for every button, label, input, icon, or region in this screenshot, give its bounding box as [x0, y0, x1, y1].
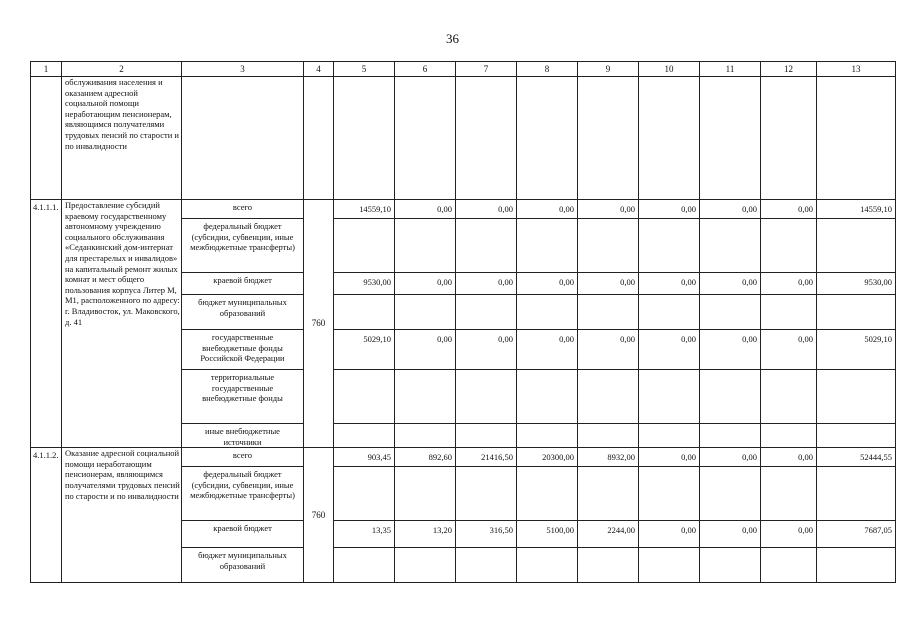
value-cell — [761, 219, 817, 273]
value-cell — [456, 424, 517, 448]
value-cell: 903,45 — [334, 448, 395, 467]
value-cell — [639, 424, 700, 448]
value-cell — [817, 77, 896, 200]
value-cell: 13,35 — [334, 521, 395, 548]
measure-name: Предоставление субсидий краевому государственному автономному учреждению социального обслуживания «Седанкинский дом-интернат для престарелых и инвалидов» на капитальный ремонт жилых комнат и мест общего пользования корпуса Литер М, М1, расположенного по адресу: г. Владивосток, ул. Маковского, д. 41 — [62, 200, 182, 448]
value-cell: 14559,10 — [334, 200, 395, 219]
value-cell — [761, 77, 817, 200]
value-cell: 0,00 — [639, 273, 700, 295]
funding-source: бюджет муниципальных образований — [182, 548, 304, 583]
value-cell — [817, 467, 896, 521]
value-cell — [700, 548, 761, 583]
value-cell — [578, 295, 639, 330]
kbs-code: 760 — [304, 200, 334, 448]
column-header: 13 — [817, 62, 896, 77]
measure-name-cell: обслуживания населения и оказанием адресной социальной помощи неработающим пенсионерам, являющимся получателями трудовых пенсий по старости и по инвалидности — [62, 77, 182, 200]
value-cell: 0,00 — [578, 273, 639, 295]
column-header: 2 — [62, 62, 182, 77]
value-cell — [517, 295, 578, 330]
value-cell — [639, 548, 700, 583]
value-cell — [456, 219, 517, 273]
value-cell: 5029,10 — [334, 330, 395, 370]
value-cell — [817, 424, 896, 448]
value-cell — [578, 77, 639, 200]
value-cell — [395, 295, 456, 330]
column-header: 11 — [700, 62, 761, 77]
value-cell: 0,00 — [456, 330, 517, 370]
column-header: 6 — [395, 62, 456, 77]
funding-source: иные внебюджетные источники — [182, 424, 304, 448]
column-header: 4 — [304, 62, 334, 77]
budget-table — [30, 61, 896, 583]
header-row — [31, 62, 896, 77]
value-cell — [578, 424, 639, 448]
value-cell — [817, 219, 896, 273]
value-cell — [334, 467, 395, 521]
value-cell — [761, 467, 817, 521]
value-cell: 14559,10 — [817, 200, 896, 219]
value-cell: 0,00 — [700, 521, 761, 548]
column-header: 1 — [31, 62, 62, 77]
value-cell: 21416,50 — [456, 448, 517, 467]
value-cell: 7687,05 — [817, 521, 896, 548]
value-cell — [639, 467, 700, 521]
column-header: 8 — [517, 62, 578, 77]
page-number: 36 — [446, 31, 459, 46]
value-cell — [517, 424, 578, 448]
value-cell: 0,00 — [761, 273, 817, 295]
value-cell: 0,00 — [517, 273, 578, 295]
value-cell: 2244,00 — [578, 521, 639, 548]
table-row — [31, 200, 896, 219]
value-cell: 9530,00 — [817, 273, 896, 295]
value-cell: 0,00 — [395, 200, 456, 219]
value-cell — [334, 77, 395, 200]
value-cell: 0,00 — [700, 330, 761, 370]
value-cell: 8932,00 — [578, 448, 639, 467]
value-cell — [517, 548, 578, 583]
value-cell: 0,00 — [700, 448, 761, 467]
value-cell — [334, 548, 395, 583]
code-cell — [31, 77, 62, 200]
value-cell — [761, 295, 817, 330]
value-cell: 0,00 — [700, 200, 761, 219]
column-header: 3 — [182, 62, 304, 77]
value-cell: 13,20 — [395, 521, 456, 548]
value-cell: 0,00 — [517, 330, 578, 370]
value-cell — [700, 77, 761, 200]
value-cell — [395, 370, 456, 424]
value-cell — [700, 219, 761, 273]
funding-source: федеральный бюджет (субсидии, субвенции, иные межбюджетные трансферты) — [182, 219, 304, 273]
value-cell — [700, 424, 761, 448]
value-cell: 0,00 — [761, 200, 817, 219]
value-cell — [578, 219, 639, 273]
funding-source: государственные внебюджетные фонды Российской Федерации — [182, 330, 304, 370]
column-header: 5 — [334, 62, 395, 77]
value-cell — [817, 370, 896, 424]
value-cell — [700, 370, 761, 424]
funding-source: всего — [182, 448, 304, 467]
funding-source: всего — [182, 200, 304, 219]
measure-code: 4.1.1.1. — [31, 200, 62, 448]
funding-source: федеральный бюджет (субсидии, субвенции, иные межбюджетные трансферты) — [182, 467, 304, 521]
continuation-row — [31, 77, 896, 200]
value-cell — [395, 77, 456, 200]
value-cell: 0,00 — [456, 200, 517, 219]
kbs-code: 760 — [304, 448, 334, 583]
value-cell: 0,00 — [639, 521, 700, 548]
value-cell — [517, 77, 578, 200]
value-cell: 20300,00 — [517, 448, 578, 467]
column-header: 9 — [578, 62, 639, 77]
value-cell: 0,00 — [761, 330, 817, 370]
value-cell — [334, 424, 395, 448]
value-cell: 5029,10 — [817, 330, 896, 370]
value-cell — [456, 548, 517, 583]
value-cell — [761, 424, 817, 448]
value-cell: 0,00 — [395, 273, 456, 295]
value-cell: 9530,00 — [334, 273, 395, 295]
measure-code: 4.1.1.2. — [31, 448, 62, 583]
value-cell: 52444,55 — [817, 448, 896, 467]
funding-source: краевой бюджет — [182, 521, 304, 548]
value-cell — [395, 467, 456, 521]
value-cell: 0,00 — [639, 200, 700, 219]
value-cell — [639, 219, 700, 273]
value-cell — [700, 467, 761, 521]
value-cell — [578, 548, 639, 583]
value-cell — [578, 370, 639, 424]
table-row — [31, 448, 896, 467]
value-cell: 0,00 — [578, 330, 639, 370]
value-cell — [639, 370, 700, 424]
value-cell: 0,00 — [456, 273, 517, 295]
column-header: 12 — [761, 62, 817, 77]
source-cell — [182, 77, 304, 200]
value-cell — [395, 424, 456, 448]
value-cell: 0,00 — [395, 330, 456, 370]
value-cell — [817, 548, 896, 583]
value-cell — [456, 467, 517, 521]
value-cell: 0,00 — [700, 273, 761, 295]
value-cell: 0,00 — [639, 330, 700, 370]
funding-source: бюджет муниципальных образований — [182, 295, 304, 330]
value-cell: 5100,00 — [517, 521, 578, 548]
value-cell — [578, 467, 639, 521]
value-cell — [639, 295, 700, 330]
funding-source: краевой бюджет — [182, 273, 304, 295]
column-header: 7 — [456, 62, 517, 77]
value-cell — [334, 219, 395, 273]
value-cell — [395, 219, 456, 273]
value-cell: 0,00 — [578, 200, 639, 219]
value-cell — [639, 77, 700, 200]
value-cell: 0,00 — [761, 521, 817, 548]
measure-name: Оказание адресной социальной помощи неработающим пенсионерам, являющимся получателями трудовых пенсий по старости и по инвалидности — [62, 448, 182, 583]
value-cell: 316,50 — [456, 521, 517, 548]
value-cell — [334, 295, 395, 330]
value-cell: 892,60 — [395, 448, 456, 467]
value-cell — [517, 467, 578, 521]
value-cell — [700, 295, 761, 330]
funding-source: территориальные государственные внебюджетные фонды — [182, 370, 304, 424]
value-cell — [517, 370, 578, 424]
value-cell — [456, 77, 517, 200]
value-cell — [761, 370, 817, 424]
value-cell — [395, 548, 456, 583]
value-cell — [456, 370, 517, 424]
value-cell — [817, 295, 896, 330]
value-cell: 0,00 — [517, 200, 578, 219]
value-cell: 0,00 — [761, 448, 817, 467]
value-cell — [334, 370, 395, 424]
value-cell — [761, 548, 817, 583]
kbs-cell — [304, 77, 334, 200]
value-cell: 0,00 — [639, 448, 700, 467]
value-cell — [517, 219, 578, 273]
column-header: 10 — [639, 62, 700, 77]
value-cell — [456, 295, 517, 330]
table-body — [31, 62, 896, 583]
